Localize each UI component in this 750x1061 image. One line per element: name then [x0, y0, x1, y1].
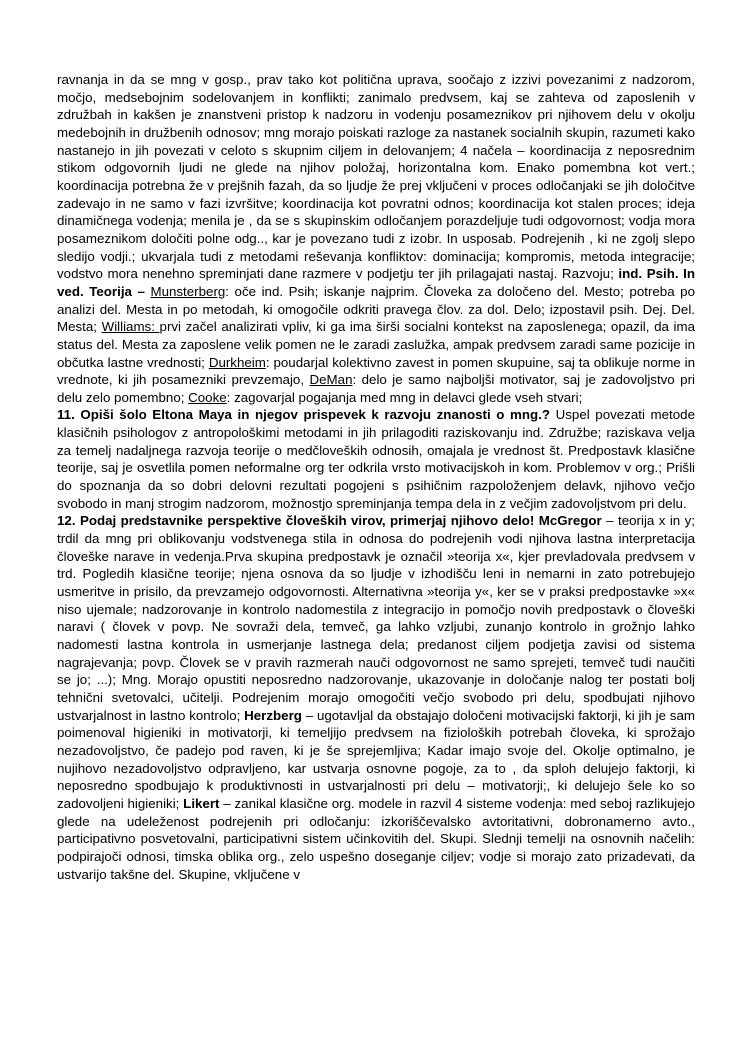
text-run: 11. Opiši šolo Eltona Maya in njegov prispevek k razvoju znanosti o mng.?	[57, 407, 551, 423]
text-content	[57, 71, 695, 883]
text-run: Munsterberg	[150, 283, 226, 299]
text-run: Likert	[183, 795, 220, 811]
text-run: ind. Psih. In ved. Teorija –	[57, 266, 695, 299]
text-run: : zagovarjal pogajanja med mng in delavci glede vseh stvari;	[226, 389, 583, 405]
text-run: : oče ind. Psih; iskanje najprim. Človeka za določeno del. Mesto; potreba po analizi del. Mesta in po metodah, ki omogočile odkriti pravega člov. za dol. Delo; izpostavil psih. Dej. Del. Mesta;	[57, 283, 696, 335]
text-run: Uspel povezati metode klasičnih psihologov z antropološkimi metodami in jih prilagoditi raziskovanju ind. Združbe; raziskava velja za temelj nadaljnega razvoja teorije o medčloveških odnosih, omajala je vrednost št. Predpostavk klasične teorije, saj je osvetlila pomen neformalne org ter odkrila vrsto motivacijskoh in kom. Problemov v org.; Prišli do spoznanja da so dobri delovni rezultati pogojeni s psihičnim razpoloženjem delavk, njihovo večjo svobodo in manj strogim nadzorom, možnostjo spreminjanja tempa dela in z večjim zadovoljstvom pri delu.	[57, 407, 695, 511]
text-run: Herzberg	[244, 707, 302, 723]
text-run: : poudarjal kolektivno zavest in pomen skupuine, saj ta oblikuje norme in vrednote, ki jih posamezniki prevzemajo,	[57, 354, 696, 388]
text-run: Williams:	[101, 319, 160, 335]
text-run: DeMan	[309, 372, 353, 388]
paragraph-continuation	[57, 71, 695, 406]
text-run: Cooke	[188, 389, 227, 405]
paragraph-question-12	[57, 512, 695, 883]
text-run: prvi začel analizirati vpliv, ki ga ima širši socialni kontekst na zaposlenega; opazil, da ima status del. Mesta za zaposlene velik pomen ne le zaradi zaslužka, ampak predvsem zaradi same pozicije in občutka lastne vrednosti;	[57, 319, 695, 370]
text-run: – zanikal klasične org. modele in razvil 4 sisteme vodenja: med seboj razlikujejo glede na udeleženost podrejenih pri odločanju: izkoriščevalsko avtoritativni, dobronamerno avto., participativno posvetovalni, participativni sistem učinkovitih del. Skupi. Slednji temelji na osnovnih načelih: podpirajoči odnosi, timska oblika org., zelo uspešno doseganje ciljev; vodje si morajo zato prizadevati, da ustvarijo takšne del. Skupine, vključene v	[57, 795, 695, 882]
text-run: : delo je samo najboljši motivator, saj je zadovoljstvo pri delu zelo pomembno;	[57, 372, 695, 405]
paragraph-question-11	[57, 406, 695, 512]
text-run: – teorija x in y; trdil da mng pri oblikovanju vodstvenega stila in odnosa do podrejenih vodi njihova lastna interpretacija človeške narave in vedenja.Prva skupina predpostavk je označil »teorija x«, kjer prevladovala predvsem v trd. Pogledih klasične teorije; njena osnova da so ljudje v izhodišču leni in nemarni in zato potrebujejo usmeritve in prisilo, da prevzamejo odgovornosti. Alternativna »teorija y«, ker se v praksi predpostavke »x« niso ujemale; nadzorovanje in kontrolo nadomestila z integracijo in pomočjo novih predpostavk o človeški naravi ( človek v povp. Ne sovraži dela, temveč, ga lahko vzljubi, zunanjo kontrolo in grožnjo lahko nadomesti lastna kontrola in usmerjanje lastnega dela; predanost ciljem podjetja zavisi od sistema nagrajevanja; povp. Človek se v pravih razmerah nauči odgovornost ne samo sprejeti, temveč tudi naučiti se jo; ...); Mng. Morajo opustiti neposredno nadzorovanje, ukazovanje in določanje nalog ter postati bolj tehnični svetovalci, učitelji. Podrejenim morajo omogočiti večjo svobodo pri delu, spodbujati njihovo ustvarjalnost in lastno kontrolo;	[57, 513, 695, 723]
text-run: – ugotavljal da obstajajo določeni motivacijski faktorji, ki jih je sam poimenoval higieniki in motivatorji, ki temeljijo predvsem na fizioloških potrebah človeka, ki sprožajo nezadovoljstvo, če padejo pod raven, ki je še sprejemljiva; Kadar imajo svoje del. Okolje optimalno, je nujihovo nezadovoljstvo odpravljeno, kar ustvarja osnovne pogoje, za to , da sploh delujejo faktorji, ki neposredno spodbujajo k produktivnosti in ustvarjalnosti pri delu – motivatorji;, ki delujejo šele ko so zadovoljeni higieniki;	[57, 707, 695, 811]
text-run: 12. Podaj predstavnike perspektive človeških virov, primerjaj njihovo delo! McGregor	[57, 513, 602, 529]
text-run: Durkheim	[208, 354, 266, 370]
text-run: ravnanja in da se mng v gosp., prav tako kot politična uprava, soočajo z izzivi povezanimi z nadzorom, močjo, medsebojnim sodelovanjem in konflikti; zanimalo predvsem, kaj se zahteva od zaposlenih v združbah in kakšen je znanstveni pristop k nadzoru in vodenju posameznikov pri njihovem delu v okolju medebojnih in družbenih odnosov; mng morajo poiskati razloge za nastanek socialnih skupin, razumeti kako nastanejo in jih povezati v celoto s skupnim ciljem in delovanjem; 4 načela – koordinacija z neposrednim stikom odgovornih ljudi ne glede na njihov položaj, horizontalna kom. Enako pomembna kot vert.; koordinacija potrebna že v prejšnih fazah, da so ljudje že prej vključeni v proces odločanjaki se jih določitve zadevajo in ne samo v fazi izvršitve; koordinacija kot povratni odnos; koordinacija kot stalen proces; ideja dinamičnega vodenja; menila je , da se s skupinskim odločanjem porazdeljuje tudi odgovornost; vodja mora posameznikom določiti polne odg.., kar je povezano tudi z izobr. In usposab. Podrejenih , ki ne zgolj slepo sledijo vodji.; ukvarjala tudi z metodami reševanja konfliktov: dominacija; kompromis, metoda integracije; vodstvo mora nenehno spreminjati dane razmere v podjetju ter jih prilagajati nastaj. Razvoju;	[57, 72, 695, 282]
